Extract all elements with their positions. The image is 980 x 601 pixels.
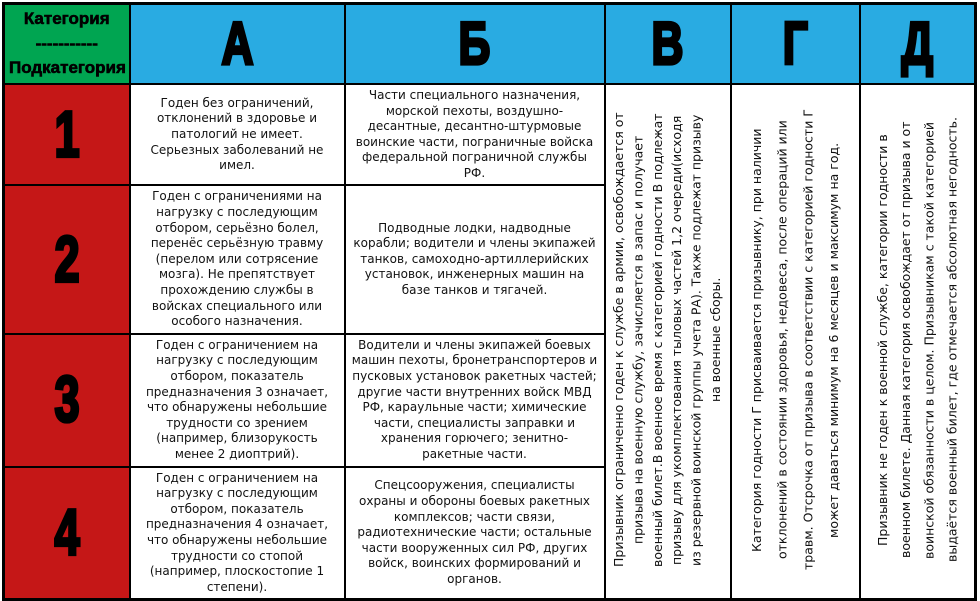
cell-a2: Годен с ограничениями на нагрузку с последующим отбором, серьёзно болел, перенёс серьёзную травму (перелом или сотрясение мозга). Не препятствует прохождению службы в войсках специального или особого назначения. [130, 185, 345, 333]
cell-g-merged [731, 84, 860, 600]
column-letter-v: В [651, 10, 684, 78]
cell-b2: Подводные лодки, надводные корабли; водители и члены экипажей танков, самоходно-артиллерийских установок, инженерных машин на базе танков и тягачей. [345, 185, 605, 333]
column-letter-g: Г [782, 10, 808, 78]
corner-subtitle: Подкатегория [9, 58, 126, 78]
cell-b1: Части специального назначения, морской пехоты, воздушно-десантные, десантно-штурмовые воинские части, пограничные войска федеральной пограничной службы РФ. [345, 84, 605, 186]
corner-divider: ----------- [35, 33, 98, 53]
column-letter-a: А [221, 10, 253, 78]
column-header-g [731, 4, 860, 84]
cell-v-merged [605, 84, 731, 600]
vertical-text-v: Призывник ограниченно годен к службе в армии, освобождается от призыва на военную службу, зачисляется в запас и получает военный билет.В военное время с категорией годности В подлежат призыву для укомплектования тыловых частей 1,2 очереди(исходя из резервной воинской группы учета РА). Также подлежат призыву на военные сборы. [611, 112, 724, 567]
column-header-v [605, 4, 731, 84]
table-row [4, 84, 976, 186]
column-header-a [130, 4, 345, 84]
column-letter-b: Б [458, 10, 491, 78]
row-number-4: 4 [4, 467, 130, 600]
fitness-categories-table [2, 2, 977, 601]
cell-a4: Годен с ограничением на нагрузку с последующим отбором, показатель предназначения 4 означает, что обнаружены небольшие трудности со стопой (например, плоскостопие 1 степени). [130, 467, 345, 600]
vertical-text-d: Призывник не годен к военной службе, категории годности в военном билете. Данная категория освобождает от призыва и от воинской обязанности в целом. Призывникам с такой категорией выдаётся военный билет, где отмечается абсолютная негодность. [875, 117, 960, 563]
row-number-2: 2 [4, 185, 130, 333]
cell-b3: Водители и члены экипажей боевых машин пехоты, бронетранспортеров и пусковых установок ракетных частей; другие части внутренних войск МВД РФ, караульные части; химические части, специалисты заправки и хранения горючего; зенитно-ракетные части. [345, 334, 605, 467]
cell-b4: Спецсооружения, специалисты охраны и обороны боевых ракетных комплексов; части связи, радиотехнические части; остальные части вооруженных сил РФ, других войск, воинских формирований и органов. [345, 467, 605, 600]
row-number-3: 3 [4, 334, 130, 467]
corner-cell [4, 4, 130, 84]
vertical-text-g: Категория годности Г присваивается призывнику, при наличии отклонений в состоянии здоровья, недовеса, после операций или травм. Отсрочка от призыва в соответствии с категорией годности Г может даваться минимум на 6 месяцев и максимум на год. [748, 109, 841, 571]
row-number-1: 1 [4, 84, 130, 186]
header-row [4, 4, 976, 84]
cell-a3: Годен с ограничением на нагрузку с последующим отбором, показатель предназначения 3 означает, что обнаружены небольшие трудности со зрением (например, близорукость менее 2 диоптрий). [130, 334, 345, 467]
column-letter-d: Д [901, 10, 934, 78]
corner-title: Категория [23, 9, 110, 28]
cell-d-merged [860, 84, 976, 600]
column-header-b [345, 4, 605, 84]
column-header-d [860, 4, 976, 84]
cell-a1: Годен без ограничений, отклонений в здоровье и патологий не имеет. Серьезных заболеваний не имел. [130, 84, 345, 186]
